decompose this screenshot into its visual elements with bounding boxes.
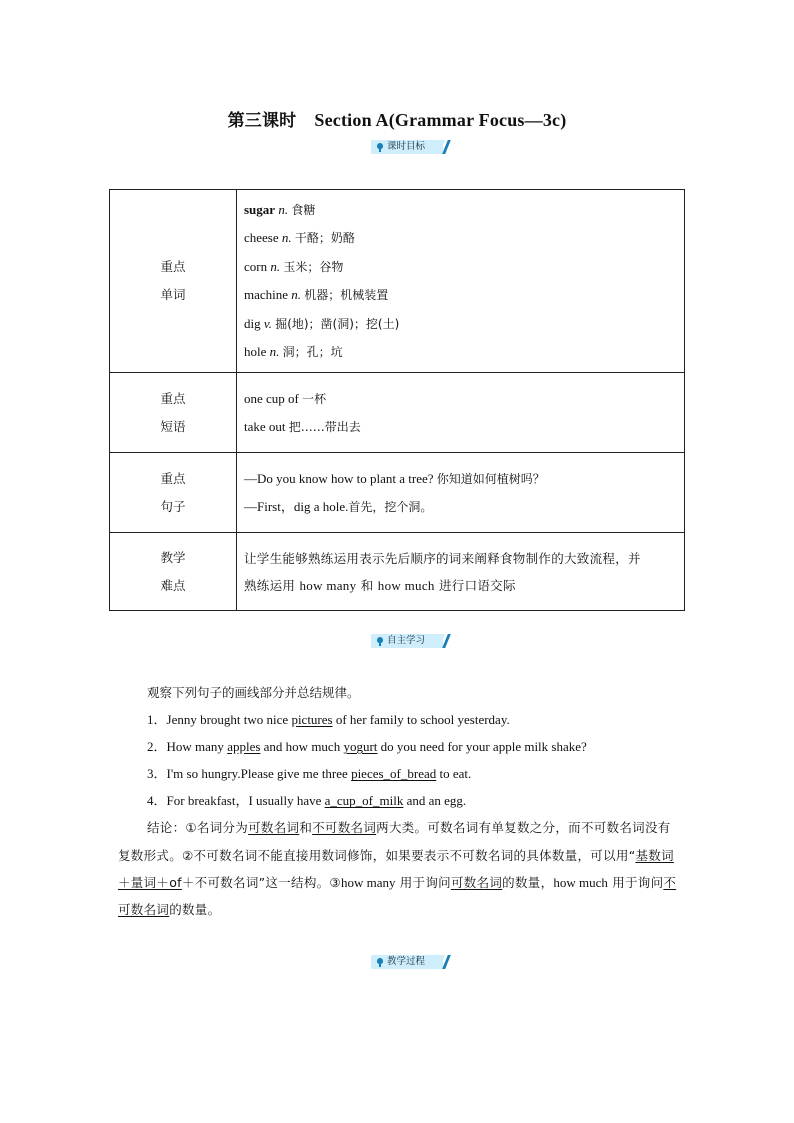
example-sentence: 1．Jenny brought two nice pictures of her family to school yesterday. [147, 712, 510, 728]
word-entry: machine n. 机器；机械装置 [244, 287, 389, 303]
example-sentence: 2．How many apples and how much yogurt do you need for your apple milk shake? [147, 739, 587, 755]
study-instruction: 观察下列句子的画线部分并总结规律。 [147, 685, 360, 700]
trophy-icon [377, 143, 383, 149]
self-study-section [118, 679, 678, 923]
word-entry: hole n. 洞；孔；坑 [244, 344, 343, 360]
word-entry: cheese n. 干酪；奶酪 [244, 230, 355, 246]
difficulties-text: 让学生能够熟练运用表示先后顺序的词来阐释食物制作的大致流程，并 熟练运用 how many 和 how much 进行口语交际 [244, 550, 641, 593]
sentence-entry: —Do you know how to plant a tree? 你知道如何植树吗？ [244, 470, 545, 486]
example-sentence: 4．For breakfast，I usually have a_cup_of_milk and an egg. [147, 793, 467, 809]
key-words-cell [237, 190, 685, 373]
word-entry: sugar n. 食糖 [244, 202, 316, 217]
word-entry: dig v. 掘(地)；凿(洞)；挖(土) [244, 315, 400, 331]
difficulties-cell [237, 533, 685, 611]
phrase-entry: take out 把……带出去 [244, 418, 361, 434]
goals-table [109, 189, 685, 611]
key-sentences-cell [237, 453, 685, 533]
phrase-entry: one cup of 一杯 [244, 390, 327, 406]
table-row [110, 373, 685, 453]
table-row [110, 533, 685, 611]
title-lesson: 第三课时 [227, 111, 297, 131]
row-label-difficulties: 教学 难点 [110, 533, 237, 611]
word-entry: corn n. 玉米；谷物 [244, 258, 344, 274]
conclusion-paragraph: 结论：①名词分为可数名词和不可数名词两大类。可数名词有单复数之分，而不可数名词没有复数形式。②不可数名词不能直接用数词修饰，如果要表示不可数名词的具体数量，可以用“基数词＋量词＋of＋不可数名词”这一结构。③how many 用于询问可数名词的数量，how much 用于询问不可数名词的数量。 [118, 820, 677, 917]
row-label-sentences: 重点 句子 [110, 453, 237, 533]
section-tag-process: 教学过程 [371, 955, 449, 969]
page-title [0, 106, 794, 131]
trophy-icon [377, 958, 383, 964]
row-label-words: 重点 单词 [110, 190, 237, 373]
key-phrases-cell [237, 373, 685, 453]
table-row [110, 453, 685, 533]
title-section: Section A(Grammar Focus—3c) [314, 110, 567, 130]
section-tag-self-study: 自主学习 [371, 634, 449, 648]
trophy-icon [377, 637, 383, 643]
example-sentence: 3．I'm so hungry.Please give me three pieces_of_bread to eat. [147, 766, 472, 782]
row-label-phrases: 重点 短语 [110, 373, 237, 453]
table-row [110, 190, 685, 373]
section-tag-goals: 课时目标 [371, 140, 449, 154]
sentence-entry: —First，dig a hole.首先，挖个洞。 [244, 498, 433, 514]
